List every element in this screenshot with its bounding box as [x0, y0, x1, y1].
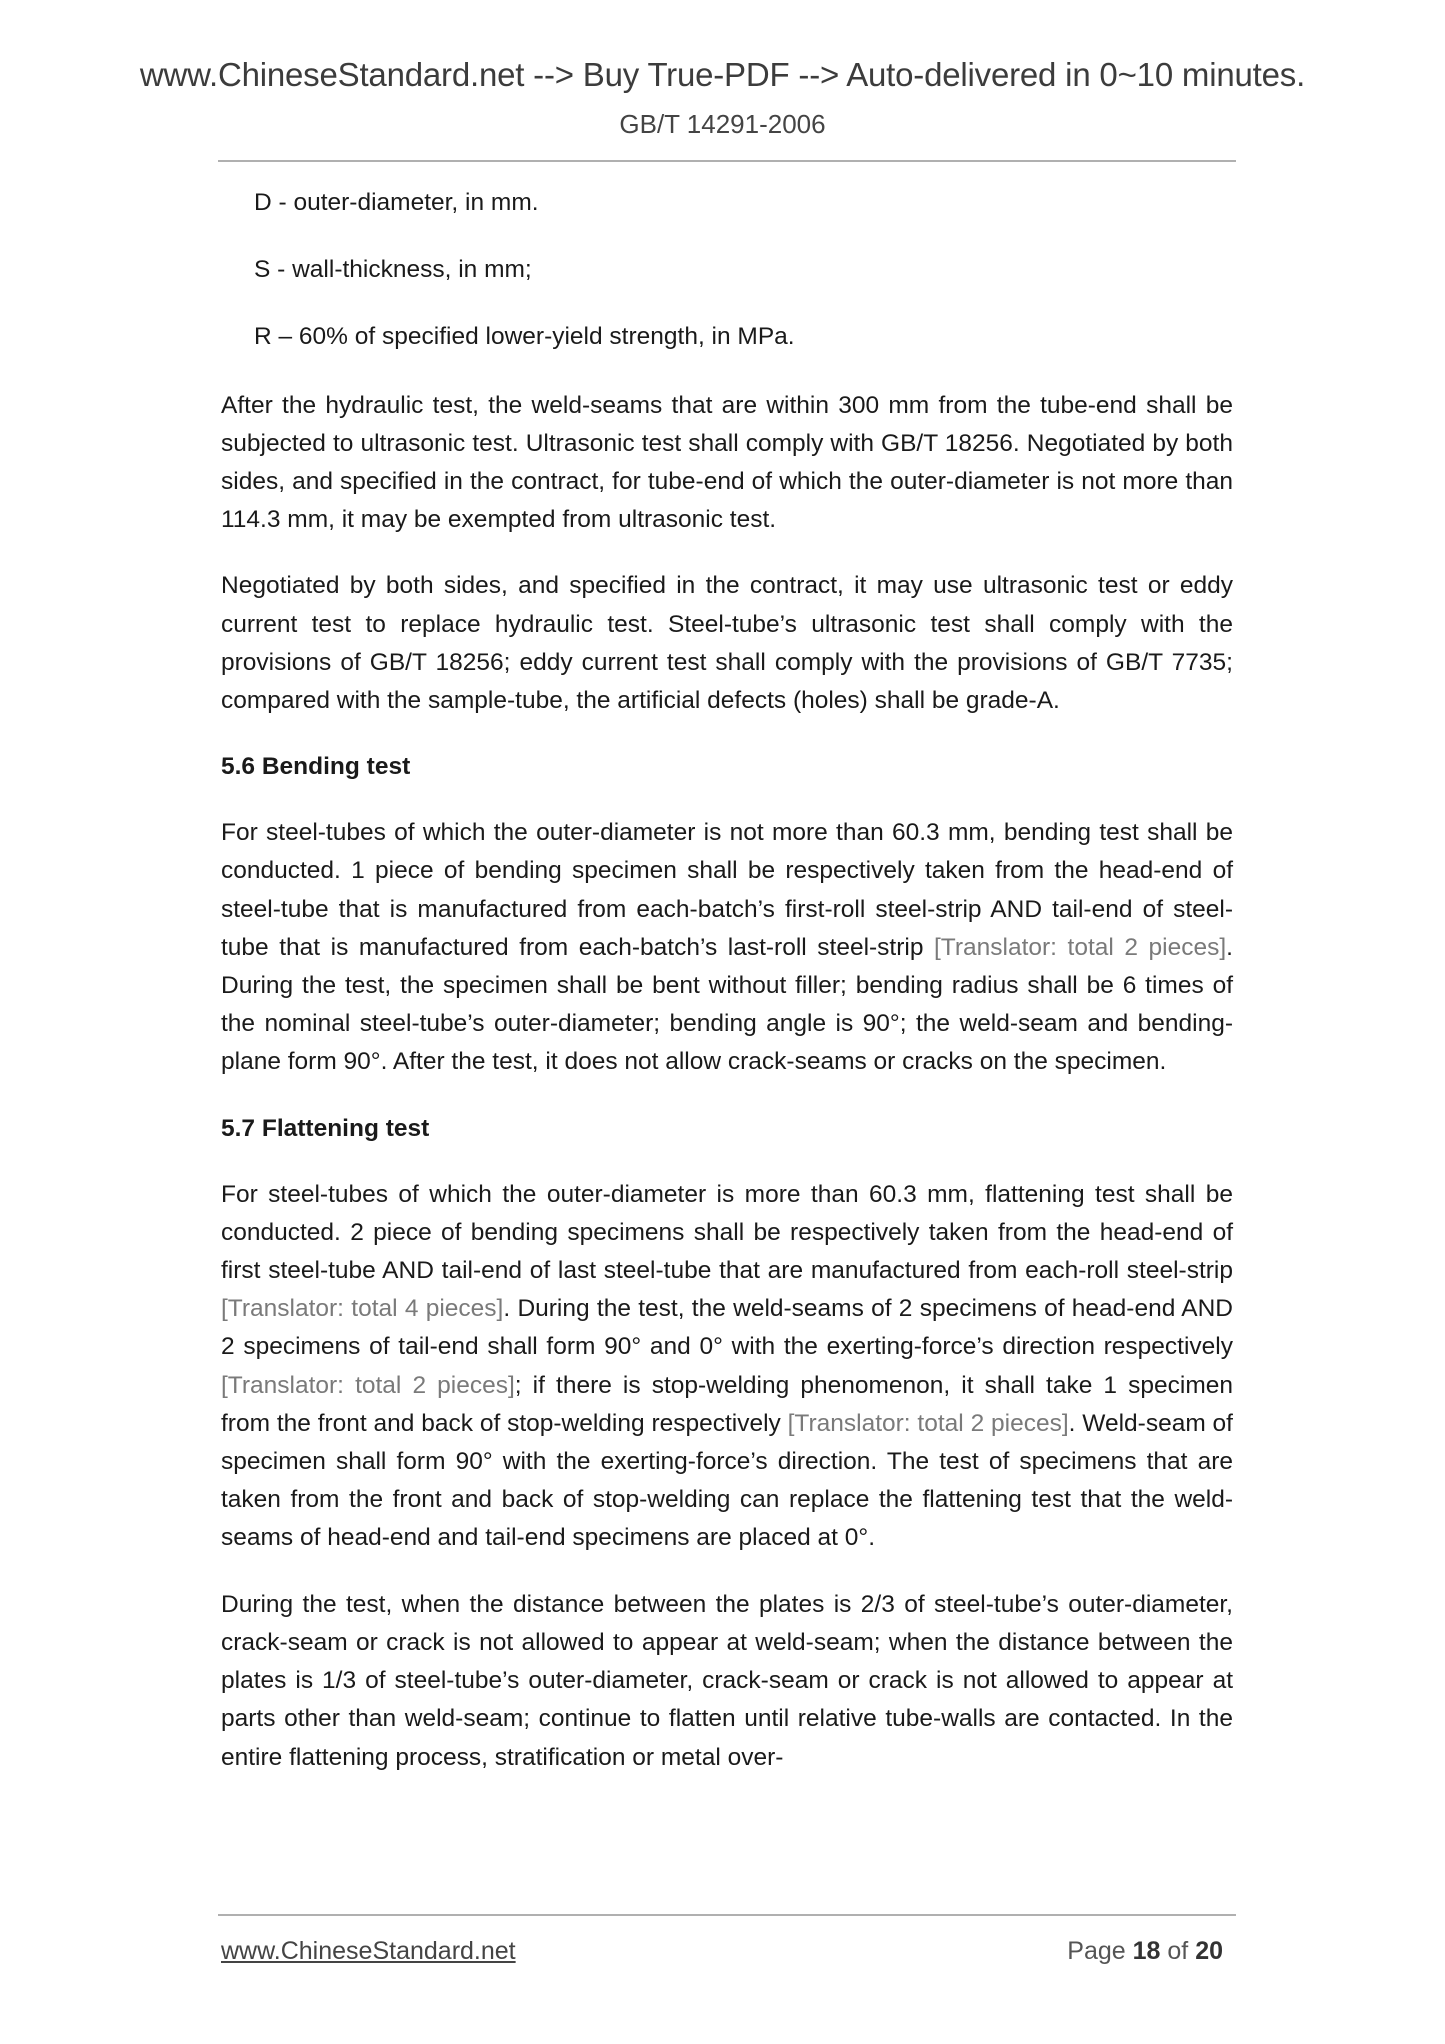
- document-id: GB/T 14291-2006: [619, 109, 826, 139]
- page-separator: of: [1160, 1937, 1196, 1965]
- current-page: 18: [1132, 1937, 1161, 1965]
- text-run: For steel-tubes of which the outer-diameter is not more than 60.3 mm, bending test shall be conducted. 1 piece of bending specimen shall be respectively taken from the head-end of steel-tube that is manufactured from each-batch’s first-roll steel-strip AND tail-end of steel-tube that is manufactured from each-batch’s last-roll steel-strip: [221, 819, 1233, 961]
- definition-r: R – 60% of specified lower-yield strength, in MPa.: [254, 323, 795, 351]
- paragraph-flattening-test: [221, 1176, 1233, 1558]
- page-number: [1067, 1937, 1223, 1966]
- translator-note: [Translator: total 2 pieces]: [221, 1371, 515, 1399]
- page-body: [221, 184, 1233, 1805]
- paragraph-replace-hydraulic-test: Negotiated by both sides, and specified in the contract, it may use ultrasonic test or eddy current test to replace hydraulic test. Steel-tube’s ultrasonic test shall comply with the provisions of GB/T 18256; eddy current test shall comply with the provisions of GB/T 7735; compared with the sample-tube, the artificial defects (holes) shall be grade-A.: [221, 572, 1233, 715]
- translator-note: [Translator: total 4 pieces]: [221, 1295, 504, 1323]
- header-banner[interactable]: www.ChineseStandard.net --> Buy True-PDF --> Auto-delivered in 0~10 minutes.: [139, 56, 1306, 93]
- translator-note: [Translator: total 2 pieces]: [787, 1409, 1069, 1437]
- section-heading-flattening-test: 5.7 Flattening test: [221, 1114, 430, 1142]
- header-divider: [218, 160, 1236, 162]
- footer-website-link[interactable]: www.ChineseStandard.net: [221, 1937, 516, 1965]
- text-run: For steel-tubes of which the outer-diameter is more than 60.3 mm, flattening test shall be conducted. 2 piece of bending specimens shall be respectively taken from the head-end of first steel-tube AND tail-end of last steel-tube that are manufactured from each-roll steel-strip: [221, 1180, 1233, 1285]
- text-run: . During the test, the weld-seams of 2 specimens of head-end AND 2 specimens of tail-end shall form 90° and 0° with the exerting-force’s direction respectively: [221, 1295, 1233, 1361]
- page-prefix: Page: [1067, 1937, 1133, 1965]
- definition-d: D - outer-diameter, in mm.: [254, 189, 539, 216]
- translator-note: [Translator: total 2 pieces]: [934, 933, 1227, 961]
- text-run: . During the test, the specimen shall be bent without filler; bending radius shall be 6 times of the nominal steel-tube’s outer-diameter; bending angle is 90°; the weld-seam and bending-plane form 90°. After the test, it does not allow crack-seams or cracks on the specimen.: [221, 933, 1233, 1076]
- text-run: . Weld-seam of specimen shall form 90° with the exerting-force’s direction. The test of specimens that are taken from the front and back of stop-welding can replace the flattening test that the weld-seams of head-end and tail-end specimens are placed at 0°.: [221, 1409, 1233, 1552]
- paragraph-ultrasonic-test: After the hydraulic test, the weld-seams that are within 300 mm from the tube-end shall be subjected to ultrasonic test. Ultrasonic test shall comply with GB/T 18256. Negotiated by both sides, and specified in the contract, for tube-end of which the outer-diameter is not more than 114.3 mm, it may be exempted from ultrasonic test.: [221, 391, 1233, 534]
- total-pages: 20: [1195, 1937, 1223, 1965]
- paragraph-flattening-criteria: During the test, when the distance between the plates is 2/3 of steel-tube’s outer-diameter, crack-seam or crack is not allowed to appear at weld-seam; when the distance between the plates is 1/3 of steel-tube’s outer-diameter, crack-seam or crack is not allowed to appear at parts other than weld-seam; continue to flatten until relative tube-walls are contacted. In the entire flattening process, stratification or metal over-: [221, 1590, 1233, 1771]
- definition-s: S - wall-thickness, in mm;: [254, 256, 532, 284]
- footer-divider: [218, 1914, 1236, 1916]
- section-heading-bending-test: 5.6 Bending test: [221, 753, 411, 781]
- paragraph-bending-test: [221, 814, 1233, 1081]
- text-run: ; if there is stop-welding phenomenon, it shall take 1 specimen from the front and back of stop-welding respectively: [221, 1371, 1233, 1437]
